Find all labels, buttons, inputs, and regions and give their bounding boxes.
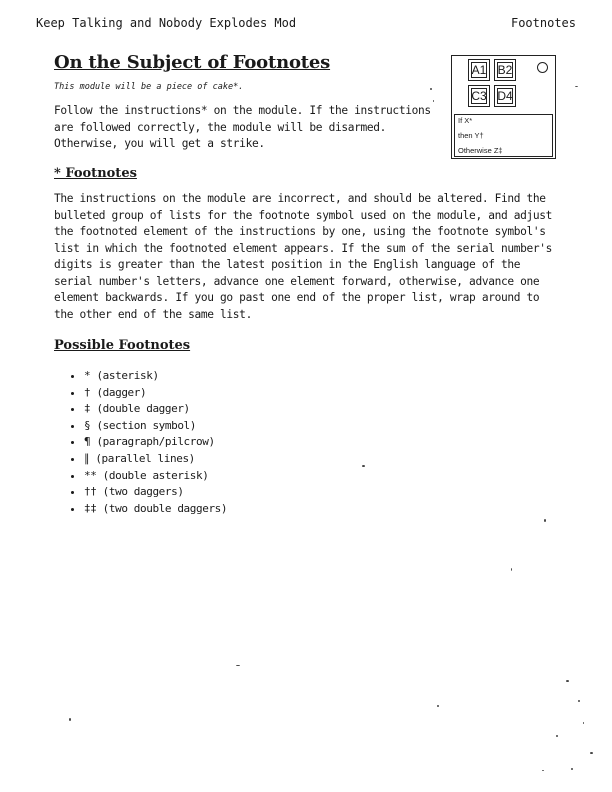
instruction-line: then Y† xyxy=(458,131,484,140)
possible-footnotes-heading: Possible Footnotes xyxy=(54,338,191,353)
footnotes-heading: * Footnotes xyxy=(54,166,137,181)
key-a1: A1 xyxy=(468,59,490,81)
list-item: • * (asterisk) xyxy=(84,368,227,385)
list-item: • ¶ (paragraph/pilcrow) xyxy=(84,434,227,451)
status-light-icon xyxy=(537,62,548,73)
key-c3: C3 xyxy=(468,85,490,107)
list-item: • ∥ (parallel lines) xyxy=(84,451,227,468)
list-item: • § (section symbol) xyxy=(84,418,227,435)
page-title: On the Subject of Footnotes xyxy=(54,52,331,73)
key-d4: D4 xyxy=(494,85,516,107)
instruction-line: Otherwise Z‡ xyxy=(458,146,503,155)
possible-footnotes-list xyxy=(54,368,227,517)
flavor-text: This module will be a piece of cake*. xyxy=(54,82,244,92)
page-header-right: Footnotes xyxy=(510,16,576,30)
footnotes-body: The instructions on the module are incorrect, and should be altered. Find the bulleted group of lists for the footnote symbol used on the module, and adjust the footnoted element of the instructions by one, using the footnote symbol's list in which the footnoted element appears. If the sum of the serial number's digits is greater than the latest position in the English language of the serial number's letters, advance one element forward, otherwise, advance one element backwards. If you go past one end of the proper list, wrap around to the other end of the same list. xyxy=(54,192,553,321)
list-item: • ‡ (double dagger) xyxy=(84,401,227,418)
list-item: • ** (double asterisk) xyxy=(84,468,227,485)
list-item: • †† (two daggers) xyxy=(84,484,227,501)
module-instructions-display xyxy=(454,114,553,157)
key-b2: B2 xyxy=(494,59,516,81)
module-diagram xyxy=(451,55,556,159)
list-item: • ‡‡ (two double daggers) xyxy=(84,501,227,518)
list-item: • † (dagger) xyxy=(84,385,227,402)
instruction-line: If X* xyxy=(458,116,473,125)
page-header-left: Keep Talking and Nobody Explodes Mod xyxy=(36,16,297,30)
intro-paragraph: Follow the instructions* on the module. If the instructions are followed correctly, the module will be disarmed. Otherwise, you will get a strike. xyxy=(54,104,431,150)
